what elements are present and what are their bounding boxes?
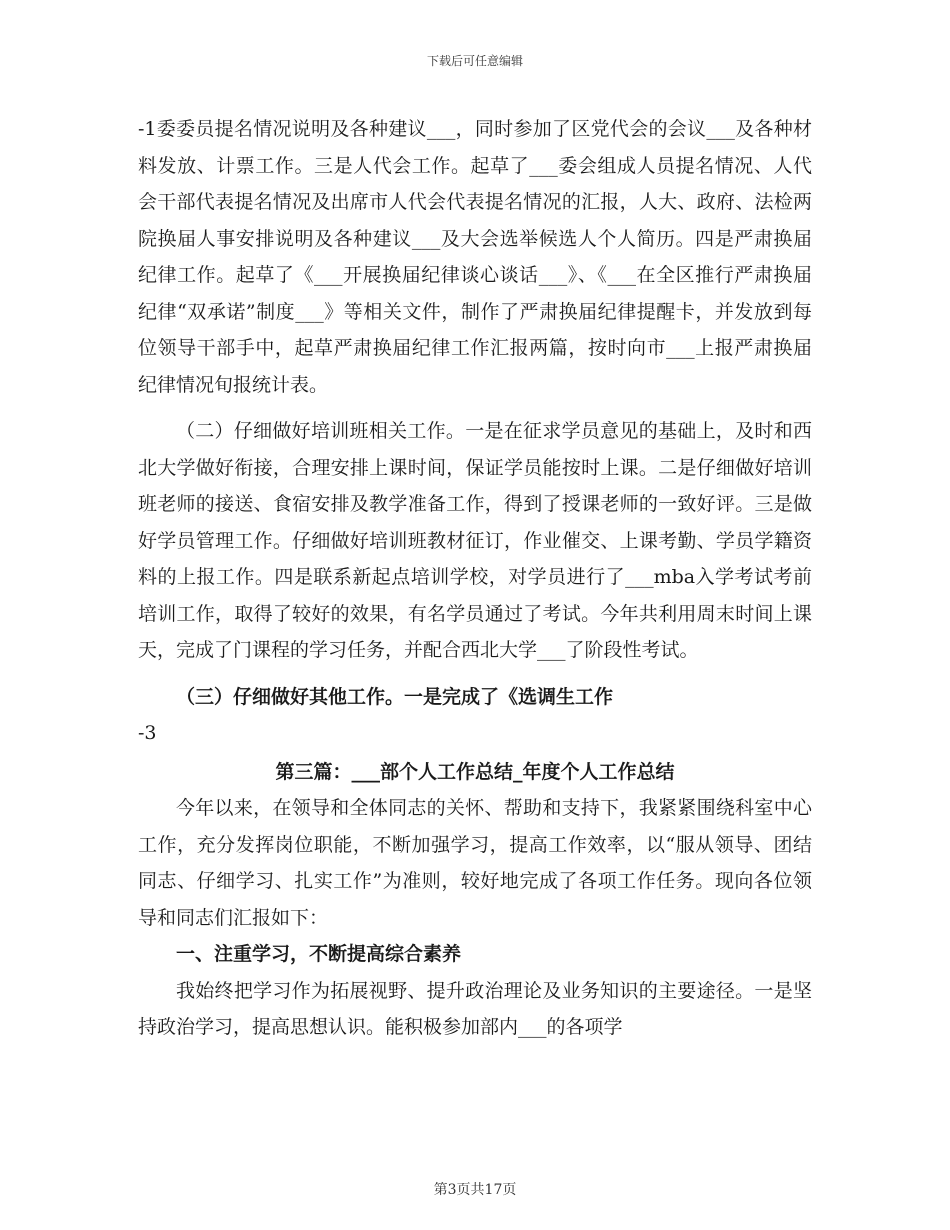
page-header: 下载后可任意编辑 xyxy=(426,54,523,68)
page-marker: -3 xyxy=(138,722,157,744)
paragraph-study: 我始终把学习作为拓展视野、提升政治理论及业务知识的主要途径。一是坚持政治学习，提高思想认识。能积极参加部内___的各项学 xyxy=(138,979,812,1038)
document-body xyxy=(138,111,812,1046)
section-title: 第三篇：___部个人工作总结_年度个人工作总结 xyxy=(275,760,675,783)
page-footer: 第3页共17页 xyxy=(433,1182,517,1198)
paragraph-other-work: （三）仔细做好其他工作。一是完成了《选调生工作 xyxy=(176,685,614,708)
paragraph-intro: 今年以来，在领导和全体同志的关怀、帮助和支持下，我紧紧围绕科室中心工作，充分发挥岗位职能，不断加强学习，提高工作效率，以“服从领导、团结同志、仔细学习、扎实工作”为准则，较好地完成了各项工作任务。现向各位领导和同志们汇报如下： xyxy=(138,797,812,929)
paragraph-training: （二）仔细做好培训班相关工作。一是在征求学员意见的基础上，及时和西北大学做好衔接，合理安排上课时间，保证学员能按时上课。二是仔细做好培训班老师的接送、食宿安排及教学准备工作，得到了授课老师的一致好评。三是做好学员管理工作。仔细做好培训班教材征订，作业催交、上课考勤、学员学籍资料的上报工作。四是联系新起点培训学校，对学员进行了___mba入学考试考前培训工作，取得了较好的效果，有名学员通过了考试。今年共利用周末时间上课天，完成了门课程的学习任务，并配合西北大学___了阶段性考试。 xyxy=(138,420,812,661)
paragraph-continuation: -1委委员提名情况说明及各种建议___，同时参加了区党代会的会议___及各种材料发放、计票工作。三是人代会工作。起草了___委会组成人员提名情况、人代会干部代表提名情况及出席市人代会代表提名情况的汇报，人大、政府、法检两院换届人事安排说明及各种建议___及大会选举候选人个人简历。四是严肃换届纪律工作。起草了《___开展换届纪律谈心谈话___》、《___在全区推行严肃换届纪律“双承诺”制度___》等相关文件，制作了严肃换届纪律提醒卡，并发放到每位领导干部手中，起草严肃换届纪律工作汇报两篇，按时向市___上报严肃换届纪律情况旬报统计表。 xyxy=(138,118,812,396)
section-heading: 一、注重学习，不断提高综合素养 xyxy=(176,943,462,965)
